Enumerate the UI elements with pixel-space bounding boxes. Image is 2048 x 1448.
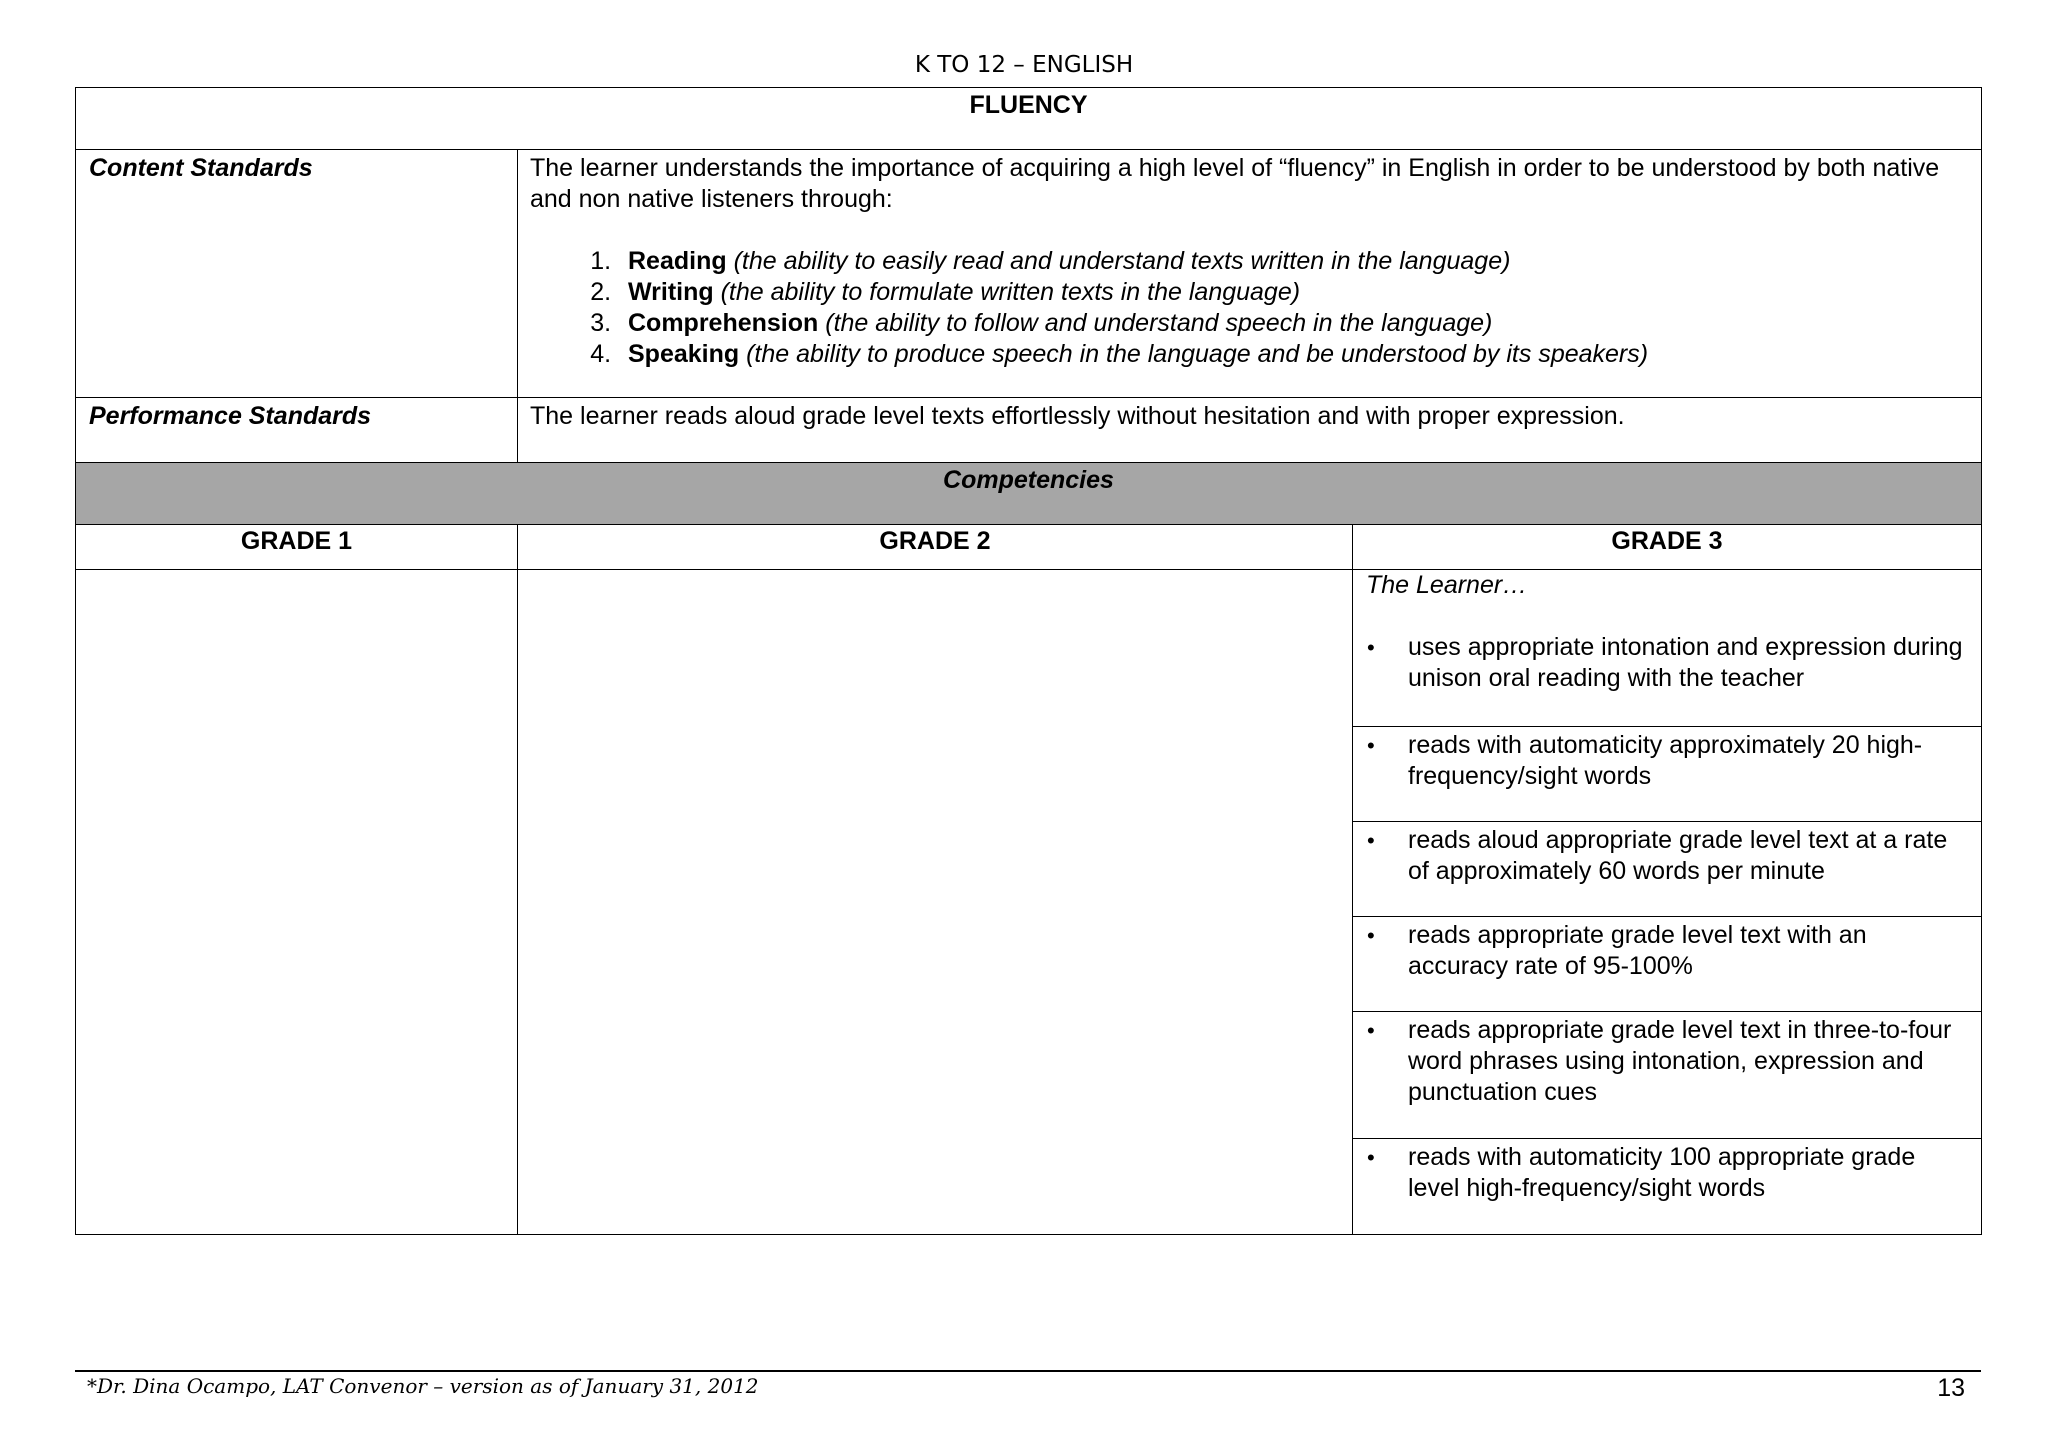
competencies-header: Competencies — [943, 466, 1114, 494]
bullet-icon: • — [1367, 923, 1375, 948]
competency-item — [1353, 632, 1981, 727]
content-standards-intro: The learner understands the importance of acquiring a high level of “fluency” in English in order to be understood by both native and non native listeners through: — [530, 154, 1940, 213]
grade-2-competencies — [518, 570, 1353, 1235]
fluency-skills-list — [530, 246, 1967, 370]
section-title-row — [76, 88, 1982, 150]
competencies-row — [76, 463, 1982, 525]
list-item — [618, 277, 1967, 308]
competency-text: uses appropriate intonation and expression during unison oral reading with the teacher — [1408, 633, 1963, 692]
page-number: 13 — [1937, 1374, 1965, 1402]
competency-item — [1353, 917, 1981, 1012]
grade-2-header: GRADE 2 — [879, 527, 991, 555]
competency-text: reads appropriate grade level text with an accuracy rate of 95-100% — [1408, 921, 1867, 980]
content-standards-label: Content Standards — [76, 150, 518, 398]
section-title: FLUENCY — [969, 91, 1088, 119]
grade-1-header: GRADE 1 — [240, 527, 353, 555]
grade-1-header-cell — [76, 525, 518, 570]
skill-term: Writing — [628, 278, 714, 306]
skill-term: Comprehension — [628, 309, 819, 337]
skill-definition: (the ability to follow and understand speech in the language) — [825, 309, 1493, 337]
competency-item — [1353, 822, 1981, 917]
list-item — [618, 339, 1967, 370]
performance-standards-label: Performance Standards — [76, 398, 518, 463]
grade-3-competencies — [1353, 570, 1982, 1235]
skill-definition: (the ability to easily read and understand texts written in the language) — [733, 247, 1511, 275]
bullet-icon: • — [1367, 733, 1375, 758]
content-standards-content — [518, 150, 1982, 398]
bullet-icon: • — [1367, 1145, 1375, 1170]
bullet-icon: • — [1367, 828, 1375, 853]
grade-1-competencies — [76, 570, 518, 1235]
footer-note: *Dr. Dina Ocampo, LAT Convenor – version as of January 31, 2012 — [87, 1374, 759, 1398]
skill-term: Reading — [628, 247, 727, 275]
competency-text: reads appropriate grade level text in three-to-four word phrases using intonation, expression and punctuation cues — [1408, 1016, 1952, 1106]
competencies-header-cell — [76, 463, 1982, 525]
section-title-cell — [76, 88, 1982, 150]
list-item — [618, 246, 1967, 277]
skill-definition: (the ability to produce speech in the language and be understood by its speakers) — [746, 340, 1649, 368]
competency-item — [1353, 727, 1981, 822]
content-standards-row — [76, 150, 1982, 398]
competency-item — [1353, 1012, 1981, 1139]
curriculum-table — [75, 87, 1982, 1235]
competency-text: reads aloud appropriate grade level text at a rate of approximately 60 words per minute — [1408, 826, 1948, 885]
grade-3-header-cell — [1353, 525, 1982, 570]
list-item — [618, 308, 1967, 339]
learner-lead: The Learner… — [1366, 571, 1528, 599]
grade-header-row — [76, 525, 1982, 570]
competency-item — [1353, 1139, 1981, 1233]
grade-3-header: GRADE 3 — [1611, 527, 1723, 555]
competency-text: reads with automaticity 100 appropriate grade level high-frequency/sight words — [1408, 1143, 1916, 1202]
skill-term: Speaking — [628, 340, 740, 368]
skill-definition: (the ability to formulate written texts in the language) — [720, 278, 1301, 306]
performance-standards-content: The learner reads aloud grade level texts effortlessly without hesitation and with proper expression. — [518, 398, 1982, 463]
page-header: K TO 12 – ENGLISH — [914, 52, 1134, 78]
competency-text: reads with automaticity approximately 20 high-frequency/sight words — [1408, 731, 1923, 790]
performance-standards-row — [76, 398, 1982, 463]
grade-competencies-row — [76, 570, 1982, 1235]
bullet-icon: • — [1367, 1018, 1375, 1043]
grade-2-header-cell — [518, 525, 1353, 570]
bullet-icon: • — [1367, 635, 1375, 660]
footer-divider — [75, 1370, 1981, 1372]
